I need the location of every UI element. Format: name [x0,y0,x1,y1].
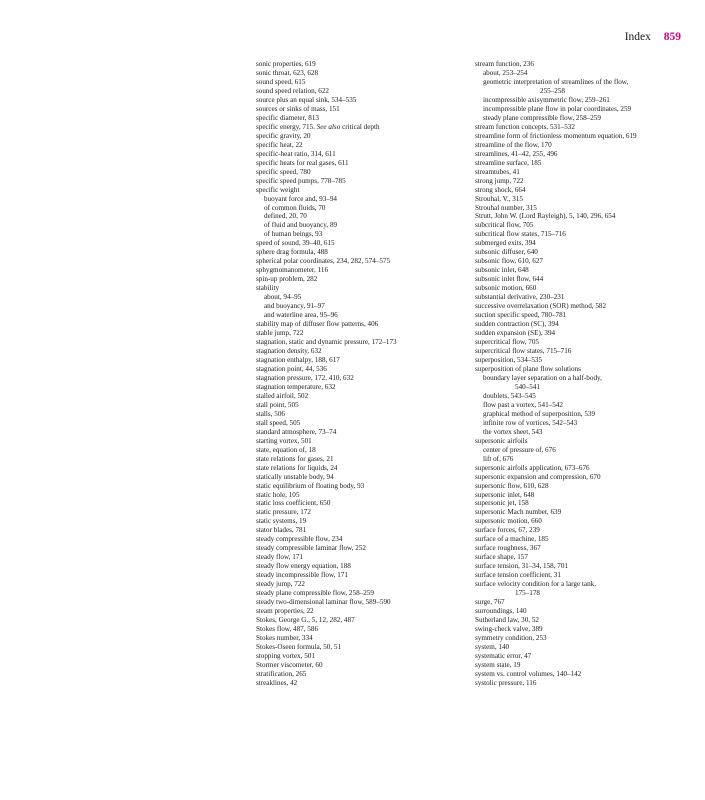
index-entry [256,535,397,544]
entry-text: static loss coefficient, 650 [256,499,331,508]
entry-text: standard atmosphere, 73–74 [256,427,337,436]
index-entry [256,60,397,69]
entry-text: and buoyancy, 91–97 [264,302,325,311]
entry-text: supersonic jet, 158 [475,499,529,508]
entry-text: surface shape, 157 [475,553,528,562]
index-entry [256,419,397,428]
index-subentry [475,105,637,114]
index-entry [475,186,637,195]
entry-text: stagnation, static and dynamic pressure, 172–173 [256,338,397,347]
entry-text: streamline form of frictionless momentum equation, 619 [475,131,637,140]
index-subentry [256,195,397,204]
entry-text: submerged exits, 394 [475,239,536,248]
index-entry [256,159,397,168]
entry-text: stability [256,284,280,293]
entry-text: system, 140 [475,642,510,651]
index-entry [256,598,397,607]
index-entry [256,616,397,625]
index-entry [475,177,637,186]
index-entry [256,96,397,105]
index-entry [475,544,637,553]
entry-text: strong shock, 664 [475,185,526,194]
entry-text: doublets, 543–545 [483,391,536,400]
entry-text: surface tension coefficient, 31 [475,571,561,580]
index-entry [256,87,397,96]
index-entry [475,508,637,517]
index-entry [475,338,637,347]
entry-text: lift of, 676 [483,454,514,463]
entry-text: sudden expansion (SE), 394 [475,329,556,338]
entry-text: sound speed, 615 [256,77,306,86]
entry-text: streaklines, 42 [256,678,298,687]
entry-text: system state, 19 [475,660,521,669]
index-subentry [475,96,637,105]
index-entry [475,517,637,526]
entry-text: stall point, 505 [256,400,299,409]
entry-text: surface tension, 31–34, 158, 701 [475,562,569,571]
index-entry [475,212,637,221]
entry-text: static equilibrium of floating body, 93 [256,481,365,490]
entry-text: system vs. control volumes, 140–142 [475,669,582,678]
entry-text: sonic properties, 619 [256,60,316,68]
index-entry [256,141,397,150]
index-entry [475,473,637,482]
entry-text: subsonic inlet, 648 [475,266,529,275]
entry-text: subsonic diffuser, 640 [475,248,538,257]
index-entry [475,123,637,132]
index-entry [475,679,637,688]
entry-text: subsonic inlet flow, 644 [475,275,544,284]
entry-text: subsonic motion, 660 [475,284,537,293]
see-also-label: See also [314,122,341,131]
index-subentry [475,383,637,392]
entry-text: stalls, 506 [256,409,285,418]
index-subentry [475,446,637,455]
entry-text: buoyant force and, 93–94 [264,194,337,203]
index-entry [475,535,637,544]
entry-text: spherical polar coordinates, 234, 282, 574–575 [256,257,391,266]
index-subentry [475,401,637,410]
entry-text: of fluid and buoyancy, 89 [264,221,338,230]
index-entry [475,159,637,168]
index-subentry [256,221,397,230]
index-entry [256,491,397,500]
entry-text: Strutt, John W. (Lord Rayleigh), 5, 140, 296, 654 [475,212,616,221]
entry-text: stator blades, 781 [256,526,307,535]
entry-text: defined, 20, 70 [264,212,307,221]
index-entry [475,499,637,508]
entry-text: stopping vortex, 501 [256,651,315,660]
entry-text: stagnation enthalpy, 188, 617 [256,355,340,364]
entry-text: stratification, 265 [256,669,307,678]
entry-text: stream function concepts, 531–532 [475,122,575,131]
index-entry [475,598,637,607]
entry-text: stable jump, 722 [256,329,304,338]
entry-text: state, equation of, 18 [256,445,316,454]
entry-text: systolic pressure, 116 [475,678,537,687]
index-entry [256,168,397,177]
entry-text: surge, 767 [475,598,505,607]
index-entry [256,248,397,257]
entry-text: surface roughness, 367 [475,544,541,553]
entry-text: steady compressible flow, 234 [256,535,343,544]
index-entry [256,320,397,329]
section-title: Index [624,31,651,43]
index-entry [475,239,637,248]
index-entry [475,320,637,329]
entry-text: supersonic Mach number, 639 [475,508,562,517]
entry-text: substantial derivative, 230–231 [475,293,565,302]
index-entry [475,437,637,446]
index-entry [475,365,637,374]
entry-text: center of pressure of, 676 [483,445,556,454]
index-entry [256,508,397,517]
entry-text: supercritical flow, 705 [475,338,539,347]
entry-text: steam properties, 22 [256,607,314,616]
entry-text: stagnation pressure, 172, 410, 632 [256,373,354,382]
entry-text: specific energy, 715. [256,122,315,131]
index-entry [256,526,397,535]
index-entry [256,625,397,634]
index-entry [256,105,397,114]
entry-text: of common fluids, 70 [264,203,326,212]
entry-text: the vortex sheet, 543 [483,427,543,436]
index-entry [256,365,397,374]
entry-text: steady two-dimensional laminar flow, 589–590 [256,598,391,607]
index-entry [256,150,397,159]
index-entry [256,177,397,186]
index-entry [256,114,397,123]
index-entry [475,464,637,473]
entry-text: superposition, 534–535 [475,355,543,364]
index-subentry [475,374,637,383]
entry-text: statically unstable body, 94 [256,472,334,481]
entry-text: subcritical flow, 705 [475,221,534,230]
index-entry [475,293,637,302]
entry-text: incompressible plane flow in polar coordinates, 259 [483,104,632,113]
index-entry [475,347,637,356]
entry-text: sphygmomanometer, 116 [256,266,329,275]
index-entry [475,248,637,257]
index-entry [256,482,397,491]
index-entry [475,607,637,616]
entry-text: sonic throat, 623, 628 [256,68,319,77]
index-entry [256,239,397,248]
index-subentry [256,230,397,239]
index-entry [256,517,397,526]
index-entry [256,428,397,437]
index-entry [475,643,637,652]
index-entry [256,69,397,78]
index-entry [475,266,637,275]
entry-text: geometric interpretation of streamlines of the flow, [483,77,629,86]
index-entry [256,257,397,266]
index-entry [475,168,637,177]
entry-text: of human beings, 93 [264,230,323,239]
entry-text: surface forces, 67, 239 [475,526,540,535]
index-entry [256,132,397,141]
entry-text: subcritical flow states, 715–716 [475,230,566,239]
entry-text: Strouhal number, 315 [475,203,537,212]
index-entry [256,284,397,293]
entry-text: static hole, 105 [256,490,300,499]
index-entry [475,204,637,213]
entry-text: source plus an equal sink, 534–535 [256,95,357,104]
index-entry [256,186,397,195]
index-entry [256,589,397,598]
entry-text: sudden contraction (SC), 394 [475,320,559,329]
index-entry [475,661,637,670]
entry-text: static systems, 19 [256,517,307,526]
index-entry [256,571,397,580]
entry-text: about, 94–95 [264,293,302,302]
entry-text: specific speed, 780 [256,167,311,176]
index-entry [256,652,397,661]
entry-text: systematic error, 47 [475,651,532,660]
index-subentry [256,293,397,302]
entry-text: supersonic motion, 660 [475,517,542,526]
index-subentry [475,419,637,428]
entry-text: stability map of diffuser flow patterns, 406 [256,320,379,329]
entry-text: 175–178 [515,589,540,598]
entry-text: sphere drag formula, 488 [256,248,328,257]
entry-text: streamline of the flow, 170 [475,140,552,149]
index-entry [256,123,397,132]
index-entry [256,670,397,679]
entry-text: stagnation density, 632 [256,347,322,355]
index-subentry [256,302,397,311]
entry-text: sound speed relation, 622 [256,86,329,95]
index-subentry [475,78,637,87]
entry-text: graphical method of superposition, 539 [483,409,596,418]
entry-text: supercritical flow states, 715–716 [475,347,572,355]
entry-text: specific-heat ratio, 314, 611 [256,149,336,158]
entry-text: specific speed pumps, 778–785 [256,176,346,185]
index-entry [475,221,637,230]
index-entry [256,464,397,473]
index-entry [256,78,397,87]
entry-text: streamtubes, 41 [475,167,520,176]
entry-text: sources or sinks of mass, 151 [256,104,340,113]
index-entry [256,356,397,365]
entry-text: swing-check valve, 389 [475,625,543,634]
entry-text: specific weight [256,185,300,194]
index-entry [475,311,637,320]
index-entry [256,275,397,284]
entry-text: 255–258 [540,86,565,95]
entry-text: supersonic flow, 610, 628 [475,481,549,490]
index-subentry [475,589,637,598]
page-header [625,31,681,43]
index-entry [256,562,397,571]
entry-text: steady flow, 171 [256,553,303,562]
entry-text: steady compressible laminar flow, 252 [256,544,366,553]
index-entry [256,553,397,562]
entry-text: Sutherland law, 30, 52 [475,616,539,625]
entry-text: specific gravity, 20 [256,131,311,140]
entry-text: steady incompressible flow, 171 [256,571,348,580]
index-entry [475,491,637,500]
page-number: 859 [663,31,681,43]
index-entry [475,150,637,159]
entry-text: infinite row of vortices, 542–543 [483,418,578,427]
index-entry [475,329,637,338]
index-entry [256,437,397,446]
entry-text: Stokes, George G., 5, 12, 282, 487 [256,616,355,625]
index-entry [475,670,637,679]
entry-text: supersonic expansion and compression, 670 [475,472,601,481]
index-entry [475,634,637,643]
index-entry [256,607,397,616]
entry-text: Stokes-Oseen formula, 50, 51 [256,642,342,651]
index-entry [475,652,637,661]
entry-text: state relations for gases, 21 [256,454,334,463]
index-subentry [475,410,637,419]
index-entry [475,257,637,266]
index-entry [475,132,637,141]
entry-text: Stokes flow, 487, 586 [256,625,319,634]
entry-text: starting vortex, 501 [256,436,312,445]
entry-text: flow past a vortex, 541–542 [483,400,563,409]
index-subentry [256,212,397,221]
entry-text: state relations for liquids, 24 [256,463,338,472]
entry-text: stalled airfoil, 502 [256,391,309,400]
entry-text: spin-up problem, 282 [256,275,318,284]
index-entry [475,580,637,589]
index-entry [475,141,637,150]
index-entry [256,374,397,383]
entry-text: specific heats for real gases, 611 [256,158,349,167]
entry-text: specific heat, 22 [256,140,303,149]
index-entry [256,347,397,356]
entry-text: subsonic flow, 610, 627 [475,257,543,266]
entry-text: steady jump, 722 [256,580,305,589]
entry-text: surroundings, 140 [475,607,527,616]
index-entry [475,275,637,284]
index-entry [475,553,637,562]
index-column-right [475,60,637,688]
index-entry [475,230,637,239]
index-entry [256,544,397,553]
entry-text: supersonic airfoils [475,436,528,445]
entry-text: suction specific speed, 780–781 [475,311,567,320]
entry-text: Stokes number, 334 [256,634,313,642]
index-entry [256,499,397,508]
entry-text: steady plane compressible flow, 258–259 [483,113,601,122]
index-entry [256,338,397,347]
index-subentry [475,114,637,123]
index-column-left [256,60,397,688]
index-entry [256,329,397,338]
entry-text: speed of sound, 39–40, 615 [256,239,335,248]
index-entry [256,634,397,643]
index-subentry [256,311,397,320]
index-entry [256,266,397,275]
entry-text: streamlines, 41–42, 255, 496 [475,149,558,158]
index-subentry [475,455,637,464]
entry-text: Strouhal, V., 315 [475,194,523,203]
index-entry [475,571,637,580]
entry-text: boundary layer separation on a half-body, [483,373,602,382]
index-entry [256,580,397,589]
index-entry [256,392,397,401]
entry-text: incompressible axisymmetric flow, 259–261 [483,95,610,104]
entry-text: stream function, 236 [475,60,534,68]
index-entry [475,302,637,311]
entry-text: stagnation point, 44, 536 [256,364,327,373]
index-entry [475,562,637,571]
entry-text: surface velocity condition for a large tank, [475,580,597,589]
entry-text: strong jump, 722 [475,176,524,185]
entry-text: stagnation temperature, 632 [256,382,336,391]
entry-text: about, 253–254 [483,68,528,77]
index-entry [475,356,637,365]
index-subentry [475,428,637,437]
entry-text: 540–541 [515,382,540,391]
index-entry [256,643,397,652]
index-entry [256,446,397,455]
entry-text: streamline surface, 185 [475,158,542,167]
index-entry [475,195,637,204]
index-entry [256,401,397,410]
entry-text: symmetry condition, 253 [475,634,547,642]
index-entry [256,661,397,670]
entry-text: superposition of plane flow solutions [475,364,581,373]
entry-text: static pressure, 172 [256,508,311,517]
entry-text: successive overrelaxation (SOR) method, 582 [475,302,607,311]
index-entry [475,625,637,634]
index-entry [475,284,637,293]
index-entry [475,616,637,625]
index-entry [256,410,397,419]
entry-text: supersonic inlet, 648 [475,490,535,499]
entry-text: surface of a machine, 185 [475,535,549,544]
index-entry [256,679,397,688]
see-also-target: critical depth [340,122,380,131]
entry-text: steady flow energy equation, 188 [256,562,351,571]
index-entry [256,455,397,464]
index-entry [256,473,397,482]
index-entry [475,60,637,69]
entry-text: and waterline area, 95–96 [264,311,338,320]
index-entry [256,383,397,392]
entry-text: stall speed, 505 [256,418,301,427]
entry-text: specific diameter, 813 [256,113,319,122]
index-subentry [475,87,637,96]
index-subentry [475,392,637,401]
entry-text: supersonic airfoils application, 673–676 [475,463,590,472]
index-subentry [256,204,397,213]
index-subentry [475,69,637,78]
index-entry [475,526,637,535]
entry-text: steady plane compressible flow, 258–259 [256,589,374,598]
index-entry [475,482,637,491]
entry-text: Stormer viscometer, 60 [256,660,323,669]
